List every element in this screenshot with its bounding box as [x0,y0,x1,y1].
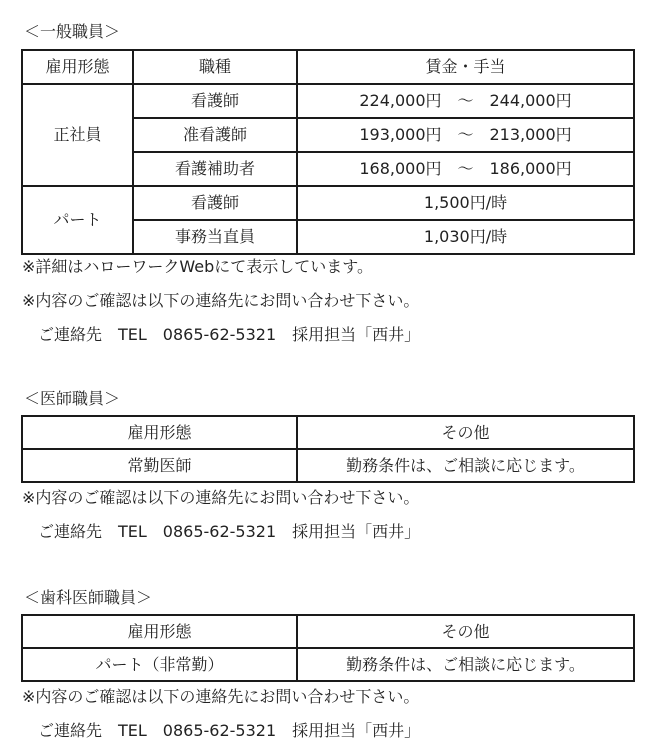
wage-cell: 1,500円/時 [297,186,634,220]
wage-cell: 168,000円 ～ 186,000円 [297,152,634,186]
header-employment-type: 雇用形態 [22,50,133,84]
contact-line: ご連絡先 TEL 0865-62-5321 採用担当「西井」 [22,721,421,740]
header-other: その他 [297,416,634,449]
contact-line: ご連絡先 TEL 0865-62-5321 採用担当「西井」 [22,522,421,541]
employment-type-parttime: パート [22,186,133,254]
note-contact-info: ※内容のご確認は以下の連絡先にお問い合わせ下さい。 [22,291,420,310]
header-job-type: 職種 [133,50,297,84]
table-header-row [22,416,634,449]
header-employment-type: 雇用形態 [22,416,297,449]
header-employment-type: 雇用形態 [22,615,297,648]
job-cell: 看護補助者 [133,152,297,186]
table-header-row [22,615,634,648]
job-cell: 看護師 [133,84,297,118]
doctor-section-heading: ＜医師職員＞ [24,389,121,408]
note-contact-info: ※内容のご確認は以下の連絡先にお問い合わせ下さい。 [22,488,420,507]
table-row [22,84,634,118]
general-section-heading: ＜一般職員＞ [24,22,121,41]
wage-cell: 1,030円/時 [297,220,634,254]
conditions-cell: 勤務条件は、ご相談に応じます。 [297,449,634,482]
general-staff-table [21,49,635,255]
table-row [22,648,634,681]
note-hellowork: ※詳細はハローワークWebにて表示しています。 [22,257,374,276]
conditions-cell: 勤務条件は、ご相談に応じます。 [297,648,634,681]
dentist-section-heading: ＜歯科医師職員＞ [24,588,153,607]
table-header-row [22,50,634,84]
header-other: その他 [297,615,634,648]
wage-cell: 193,000円 ～ 213,000円 [297,118,634,152]
table-row [22,186,634,220]
note-contact-info: ※内容のご確認は以下の連絡先にお問い合わせ下さい。 [22,687,420,706]
employment-type-fulltime: 正社員 [22,84,133,186]
employment-type-cell: 常勤医師 [22,449,297,482]
employment-type-cell: パート（非常勤） [22,648,297,681]
header-wage: 賃金・手当 [297,50,634,84]
dentist-table [21,614,635,682]
doctor-table [21,415,635,483]
wage-cell: 224,000円 ～ 244,000円 [297,84,634,118]
job-cell: 准看護師 [133,118,297,152]
table-row [22,449,634,482]
job-cell: 事務当直員 [133,220,297,254]
job-cell: 看護師 [133,186,297,220]
contact-line: ご連絡先 TEL 0865-62-5321 採用担当「西井」 [22,325,421,344]
